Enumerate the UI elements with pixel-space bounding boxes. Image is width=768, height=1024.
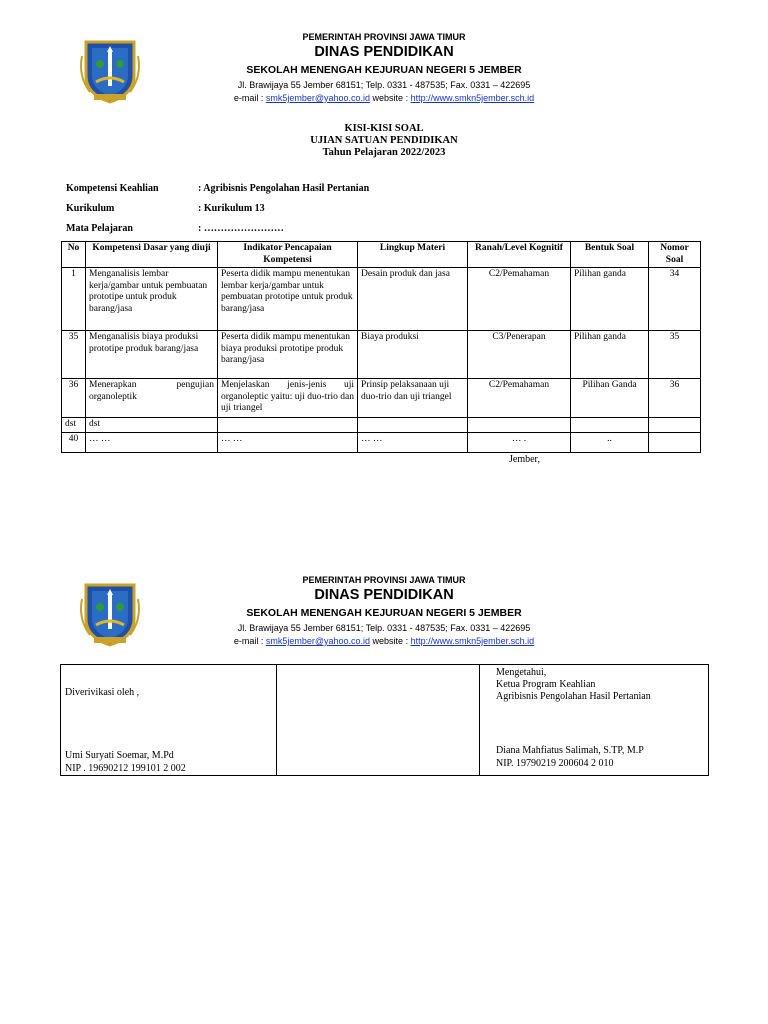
verification-row xyxy=(61,665,709,776)
cell: 34 xyxy=(649,268,701,331)
cell xyxy=(571,418,649,433)
agency-title: DINAS PENDIDIKAN xyxy=(314,44,454,60)
cell: Pilihan ganda xyxy=(571,268,649,331)
agency-title: DINAS PENDIDIKAN xyxy=(314,587,454,603)
cell xyxy=(649,418,701,433)
cell: Desain produk dan jasa xyxy=(358,268,468,331)
document-titles xyxy=(0,123,768,159)
cell: Peserta didik mampu menentukan lembar kerja/gambar untuk pembuatan prototipe untuk produk barang/jasa xyxy=(218,268,358,331)
approver-name: Diana Mahfiatus Salimah, S.TP, M.P xyxy=(496,745,644,756)
cell: 1 xyxy=(62,268,86,331)
cell: … … xyxy=(218,432,358,452)
cell: 36 xyxy=(62,379,86,418)
cell: … … xyxy=(86,432,218,452)
letterhead-top xyxy=(60,32,708,112)
empty-cell xyxy=(277,665,480,776)
cell: 35 xyxy=(62,331,86,379)
school-title: SEKOLAH MENENGAH KEJURUAN NEGERI 5 JEMBER xyxy=(246,64,522,76)
cell: … … xyxy=(358,432,468,452)
letterhead-bottom xyxy=(60,575,708,655)
cell: Pilihan ganda xyxy=(571,331,649,379)
verification-table xyxy=(60,664,709,776)
contact-line xyxy=(60,93,708,103)
verified-by-label: Diverivikasi oleh , xyxy=(65,687,140,698)
doc-title: KISI-KISI SOAL xyxy=(344,123,424,134)
header-cell: Kompetensi Dasar yang diuji xyxy=(86,242,218,268)
meta-label: Mata Pelajaran xyxy=(66,223,133,234)
email-label: e-mail : xyxy=(233,93,266,103)
cell xyxy=(468,418,571,433)
cell: Pilihan Ganda xyxy=(571,379,649,418)
table-row xyxy=(62,418,701,433)
cell xyxy=(218,418,358,433)
cell: .. xyxy=(571,432,649,452)
table-row xyxy=(62,432,701,452)
verifier-name: Umi Suryati Soemar, M.Pd xyxy=(65,750,174,761)
meta-label: Kompetensi Keahlian xyxy=(66,183,159,194)
header-cell: Lingkup Materi xyxy=(358,242,468,268)
place-date: Jember, xyxy=(509,454,540,465)
kisi-kisi-table xyxy=(61,241,701,453)
website-label: website : xyxy=(370,93,411,103)
address-line: Jl. Brawijaya 55 Jember 68151; Telp. 0331 - 487535; Fax. 0331 – 422695 xyxy=(237,623,531,633)
website-link[interactable]: http://www.smkn5jember.sch.id xyxy=(410,636,535,646)
cell: C2/Pemahaman xyxy=(468,268,571,331)
meta-value: : Kurikulum 13 xyxy=(198,203,265,214)
address-line: Jl. Brawijaya 55 Jember 68151; Telp. 0331 - 487535; Fax. 0331 – 422695 xyxy=(237,80,531,90)
doc-subtitle: UJIAN SATUAN PENDIDIKAN xyxy=(310,135,458,146)
approver-title-1: Mengetahui, xyxy=(496,667,547,678)
cell xyxy=(649,432,701,452)
cell: Menerapkan pengujian organoleptik xyxy=(86,379,218,418)
cell: 36 xyxy=(649,379,701,418)
meta-value: : …………………… xyxy=(198,223,284,234)
cell: C3/Penerapan xyxy=(468,331,571,379)
cell xyxy=(358,418,468,433)
doc-year: Tahun Pelajaran 2022/2023 xyxy=(322,147,446,158)
cell: … . xyxy=(468,432,571,452)
table-row xyxy=(62,331,701,379)
cell: Menjelaskan jenis-jenis uji organoleptic yaitu: uji duo-trio dan uji triangel xyxy=(218,379,358,418)
website-link[interactable]: http://www.smkn5jember.sch.id xyxy=(410,93,535,103)
cell: 40 xyxy=(62,432,86,452)
email-link[interactable]: smk5jember@yahoo.co.id xyxy=(265,636,371,646)
school-title: SEKOLAH MENENGAH KEJURUAN NEGERI 5 JEMBER xyxy=(246,607,522,619)
approver-title-3: Agribisnis Pengolahan Hasil Pertanian xyxy=(496,691,651,702)
cell: Menganalisis lembar kerja/gambar untuk pembuatan prototipe untuk produk barang/jasa xyxy=(86,268,218,331)
table-row xyxy=(62,268,701,331)
header-cell: Bentuk Soal xyxy=(571,242,649,268)
header-cell: Indikator Pencapaian Kompetensi xyxy=(218,242,358,268)
cell: dst xyxy=(62,418,86,433)
cell: Menganalisis biaya produksi prototipe produk barang/jasa xyxy=(86,331,218,379)
meta-value: : Agribisnis Pengolahan Hasil Pertanian xyxy=(198,183,370,194)
approver-title-2: Ketua Program Keahlian xyxy=(496,679,596,690)
header-cell: Nomor Soal xyxy=(649,242,701,268)
approver-cell xyxy=(480,665,709,776)
cell: C2/Pemahaman xyxy=(468,379,571,418)
verifier-cell xyxy=(61,665,277,776)
gov-title: PEMERINTAH PROVINSI JAWA TIMUR xyxy=(302,32,466,42)
cell: Peserta didik mampu menentukan biaya produksi prototipe produk barang/jasa xyxy=(218,331,358,379)
header-cell: Ranah/Level Kognitif xyxy=(468,242,571,268)
header-cell: No xyxy=(62,242,86,268)
meta-label: Kurikulum xyxy=(66,203,115,214)
table-row xyxy=(62,379,701,418)
table-header-row xyxy=(62,242,701,268)
cell: Biaya produksi xyxy=(358,331,468,379)
gov-title: PEMERINTAH PROVINSI JAWA TIMUR xyxy=(302,575,466,585)
approver-nip: NIP. 19790219 200604 2 010 xyxy=(496,758,614,769)
email-link[interactable]: smk5jember@yahoo.co.id xyxy=(265,93,371,103)
contact-line xyxy=(60,636,708,646)
cell: dst xyxy=(86,418,218,433)
verifier-nip: NIP . 19690212 199101 2 002 xyxy=(65,763,186,774)
cell: Prinsip pelaksanaan uji duo-trio dan uji triangel xyxy=(358,379,468,418)
cell: 35 xyxy=(649,331,701,379)
email-label: e-mail : xyxy=(233,636,266,646)
website-label: website : xyxy=(370,636,411,646)
